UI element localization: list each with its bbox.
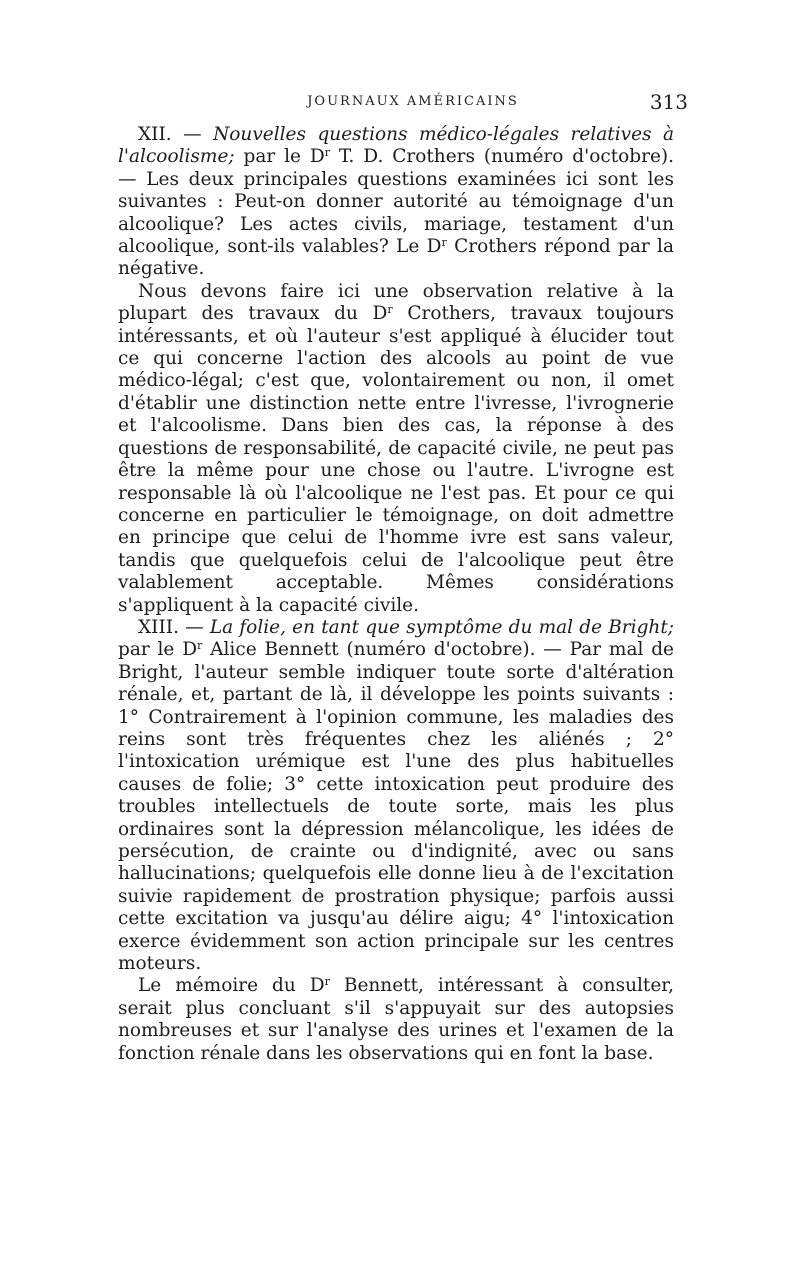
observation-paragraph (118, 281, 674, 617)
observation-body: Crothers, travaux toujours intéressants, et où l'auteur s'est appliqué à élucider tout ce qui concerne l'action des alcools au point de vue médico-légal; c'est que, volontairement ou non, il omet d'établir une distinction nette entre l'ivresse, l'ivrognerie et l'alcoolisme. Dans bien des cas, la réponse à des questions de responsabilité, de capacité civile, ne peut pas être la même pour une chose ou l'autre. L'ivrogne est responsable là où l'alcoolique ne l'est pas. Et pour ce qui concerne en particulier le témoignage, on doit admettre en principe que celui de l'homme ivre est sans valeur, tandis que quelquefois celui de l'alcoolique peut être valablement acceptable. Mêmes considérations s'appliquent à la capacité civile. (118, 303, 675, 616)
doctor-abbrev-sup: r (324, 975, 330, 989)
observation-start: Nous devons faire ici une observation relative à la plupart des travaux du D (118, 280, 674, 325)
section-xiii-number: XIII. — (138, 616, 210, 638)
section-xiii-paragraph (118, 617, 674, 976)
section-xii-end: Crothers répond par la négative. (118, 236, 674, 280)
memoire-body: Bennett, intéressant à consulter, serait plus concluant s'il s'appuyait sur des autopsies nombreuses et sur l'analyse des urines et l'examen de la fonction rénale dans les observations qui en font la base. (118, 975, 674, 1064)
section-xiii-intro: par le D (118, 639, 198, 661)
memoire-start: Le mémoire du D (138, 975, 325, 997)
section-xiii-body: Alice Bennett (numéro d'octobre). — Par mal de Bright, l'auteur semble indiquer toute sorte d'altération rénale, et, partant de là, il développe les points suivants : 1° Contrairement à l'opinion commune, les maladies des reins sont très fréquentes chez les aliénés ; 2° l'intoxication urémique est l'une des plus habituelles causes de folie; 3° cette intoxication peut produire des troubles intellectuels de toute sorte, mais les plus ordinaires sont la dépression mélancolique, les idées de persécution, de crainte ou d'indignité, avec ou sans hallucinations; quelquefois elle donne lieu à de l'excitation suivie rapidement de prostration physique; parfois aussi cette excitation va jusqu'au délire aigu; 4° l'intoxication exerce évidemment son action principale sur les centres moteurs. (118, 639, 674, 975)
page-header (138, 90, 688, 120)
section-xii-paragraph (118, 124, 674, 281)
doctor-abbrev-sup: r (324, 146, 331, 160)
memoire-paragraph (118, 975, 674, 1065)
section-xiii-title: La folie, en tant que symptôme du mal de Bright; (209, 616, 674, 638)
section-xii-intro: par le D (234, 146, 325, 168)
section-xii-title: Nouvelles questions médico-légales relatives à l'alcoolisme; (118, 124, 674, 168)
body-text (118, 124, 674, 1065)
section-xii-number: XII. — (138, 124, 214, 145)
section-xii-body: T. D. Crothers (numéro d'octobre). — Les deux principales questions examinées ici sont les suivantes : Peut-on donner autorité au témoignage d'un alcoolique? Les actes civils, mariage, testament d'un alcoolique, sont-ils valables? Le D (118, 146, 674, 258)
doctor-abbrev-sup: r (387, 303, 393, 317)
page-number: 313 (649, 90, 688, 114)
doctor-abbrev-sup: r (197, 639, 203, 653)
doctor-abbrev-sup: r (441, 235, 447, 249)
running-title: JOURNAUX AMÉRICAINS (307, 94, 519, 109)
